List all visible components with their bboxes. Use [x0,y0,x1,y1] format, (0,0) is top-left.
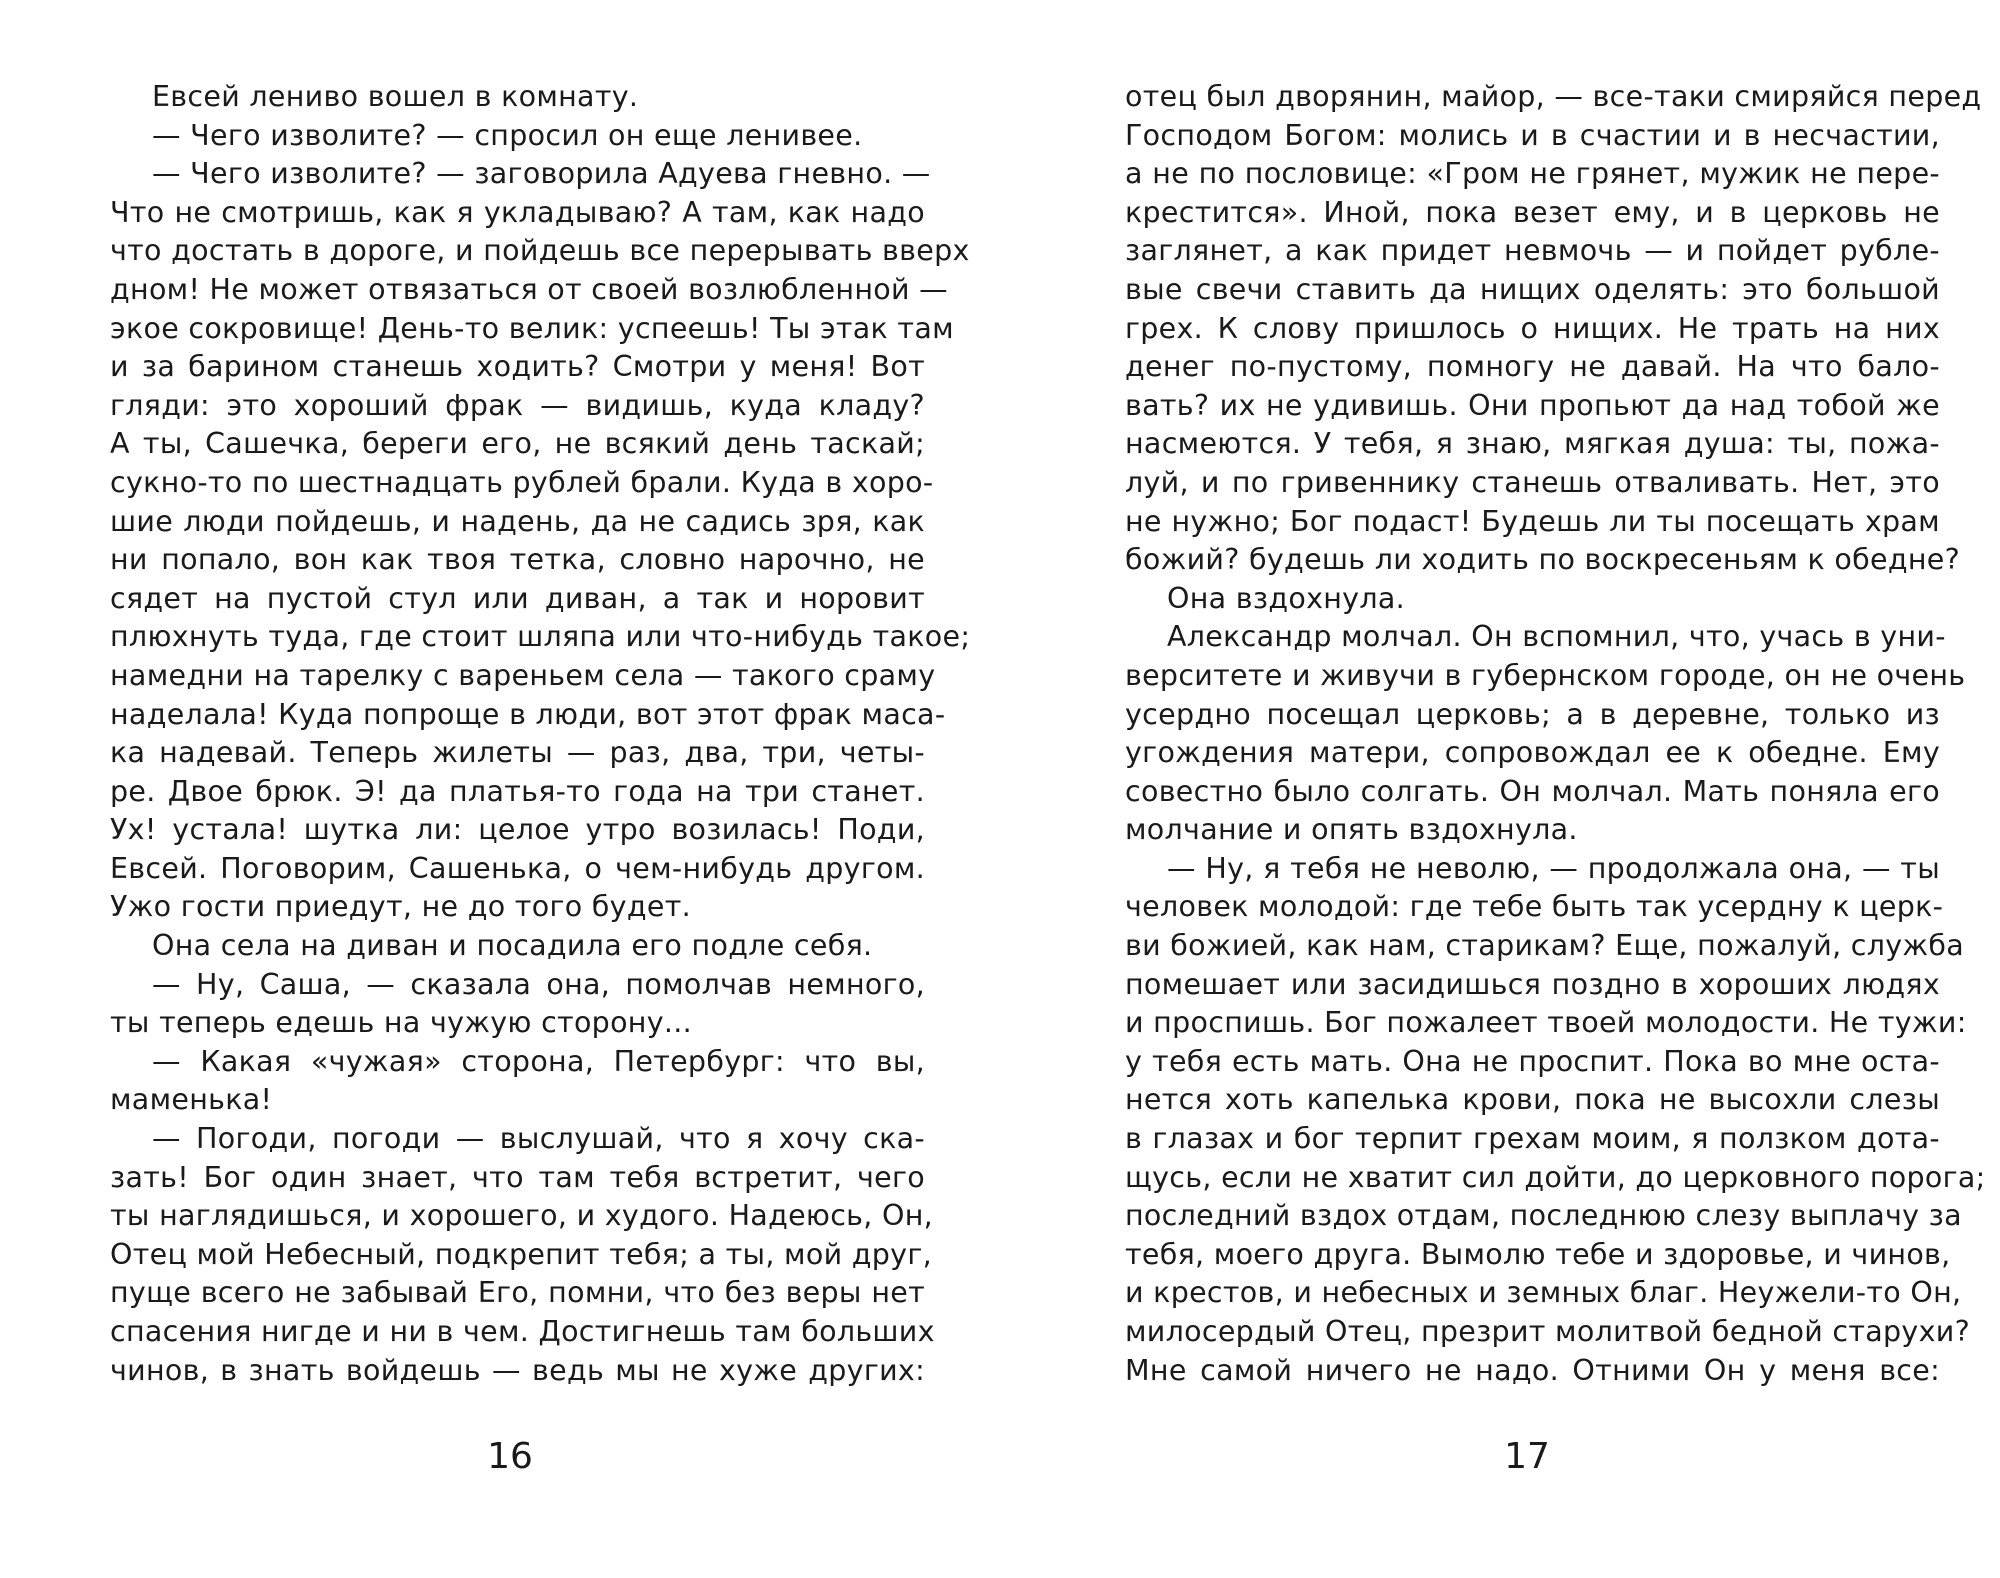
text-line: ви божией, как нам, старикам? Еще, пожалуй, служба [1125,929,1965,963]
text-line: божий? будешь ли ходить по воскресеньям к обедне? [1125,543,1961,577]
text-line: ты теперь едешь на чужую сторону... [110,1006,692,1040]
text-line: в глазах и бог терпит грехам моим, я ползком дота- [1125,1122,1940,1156]
text-line: у тебя есть мать. Она не проспит. Пока во мне оста- [1125,1044,1940,1078]
text-line: ты наглядишься, и хорошего, и худого. Надеюсь, Он, [110,1199,934,1233]
text-line: зать! Бог один знает, что там тебя встретит, чего [110,1160,925,1194]
text-line: что достать в дороге, и пойдешь все перерывать вверх [110,234,970,268]
text-line: не нужно; Бог подаст! Будешь ли ты посещать храм [1125,504,1940,538]
text-line: сядет на пустой стул или диван, а так и норовит [110,581,925,615]
text-line: А ты, Сашечка, береги его, не всякий день таскай; [110,427,925,461]
text-line: спасения нигде и ни в чем. Достигнешь там больших [110,1315,935,1348]
text-line: насмеются. У тебя, я знаю, мягкая душа: ты, пожа- [1125,427,1940,461]
text-line: нется хоть капелька крови, пока не высохли слезы [1125,1083,1940,1117]
text-line: намедни на тарелку с вареньем села — такого сраму [110,658,936,692]
text-line: сукно-то по шестнадцать рублей брали. Куда в хоро- [110,465,934,499]
text-line: маменька! [110,1083,273,1117]
text-line: Мне самой ничего не надо. Отними Он у меня все: [1125,1353,1940,1387]
text-line: — Какая «чужая» сторона, Петербург: что вы, [152,1044,925,1078]
text-line: Ух! устала! шутка ли: целое утро возилась! Поди, [110,813,925,847]
text-line: угождения матери, сопровождал ее к обедне. Ему [1125,736,1940,770]
text-line: наделала! Куда попроще в люди, вот этот фрак маса- [110,697,946,731]
text-line: последний вздох отдам, последнюю слезу выплачу за [1125,1199,1962,1233]
text-line: луй, и по гривеннику станешь отваливать. Нет, это [1125,465,1940,499]
text-line: заглянет, а как придет невмочь — и пойдет рубле- [1125,234,1940,268]
text-line: ре. Двое брюк. Э! да платья-то года на три станет. [110,774,925,808]
text-line: дном! Не может отвязаться от своей возлюбленной — [110,272,948,306]
text-line: — Чего изволите? — спросил он еще ленивее. [152,118,863,152]
text-line: вать? их не удивишь. Они пропьют да над тобой же [1125,388,1940,422]
text-line: а не по пословице: «Гром не грянет, мужик не пере- [1125,157,1940,191]
text-line: пуще всего не забывай Его, помни, что без веры нет [110,1276,925,1310]
right-page-text [1125,78,1986,1390]
text-line: чинов, в знать войдешь — ведь мы не хуже других: [110,1353,925,1387]
text-line: Евсей лениво вошел в комнату. [152,80,639,113]
text-line: тебя, моего друга. Вымолю тебе и здоровье, и чинов, [1125,1237,1951,1271]
text-line: верситете и живучи в губернском городе, он не очень [1125,658,1966,692]
text-line: плюхнуть туда, где стоит шляпа или что-нибудь такое; [110,620,971,654]
text-line: гляди: это хороший фрак — видишь, куда кладу? [110,388,925,422]
text-line: шие люди пойдешь, и надень, да не садись зря, как [110,504,925,538]
text-line: и проспишь. Бог пожалеет твоей молодости. Не тужи: [1125,1006,1967,1040]
text-line: совестно было солгать. Он молчал. Мать поняла его [1125,774,1940,808]
text-line: отец был дворянин, майор, — все-таки смиряйся перед [1125,80,1982,113]
text-line: — Ну, я тебя не неволю, — продолжала она, — ты [1167,851,1940,885]
text-line: человек молодой: где тебе быть так усердну к церк- [1125,890,1944,924]
text-line: экое сокровище! День-то велик: успеешь! Ты этак там [110,311,954,345]
text-line: ка надевай. Теперь жилеты — раз, два, три, четы- [110,736,925,770]
right-page-number: 17 [1504,1436,1550,1477]
text-line: — Погоди, погоди — выслушай, что я хочу ска- [152,1122,925,1156]
text-line: Что не смотришь, как я укладываю? А там, как надо [110,195,925,229]
text-line: Отец мой Небесный, подкрепит тебя; а ты, мой друг, [110,1237,932,1271]
left-page-number: 16 [487,1436,533,1477]
text-line: крестится». Иной, пока везет ему, и в церковь не [1125,195,1940,229]
text-line: усердно посещал церковь; а в деревне, только из [1125,697,1940,731]
left-page-text [110,78,971,1390]
text-line: Господом Богом: молись и в счастии и в несчастии, [1125,118,1940,152]
text-line: — Ну, Саша, — сказала она, помолчав немного, [152,967,925,1001]
text-line: помешает или засидишься поздно в хороших людях [1125,967,1940,1001]
text-line: молчание и опять вздохнула. [1125,813,1578,847]
text-line: Ужо гости приедут, не до того будет. [110,890,691,924]
text-line: милосердый Отец, презрит молитвой бедной старухи? [1125,1315,1970,1348]
text-line: вые свечи ставить да нищих оделять: это большой [1125,272,1940,306]
text-line: денег по-пустому, помногу не давай. На что бало- [1125,350,1940,384]
text-line: щусь, если не хватит сил дойти, до церковного порога; [1125,1160,1986,1194]
text-line: ни попало, вон как твоя тетка, словно нарочно, не [110,543,925,577]
text-line: Она вздохнула. [1167,581,1405,615]
text-line: Евсей. Поговорим, Сашенька, о чем-нибудь другом. [110,851,925,885]
text-line: Александр молчал. Он вспомнил, что, учась в уни- [1167,620,1946,654]
text-line: Она села на диван и посадила его подле себя. [152,929,873,963]
text-line: — Чего изволите? — заговорила Адуева гневно. — [152,157,931,191]
text-line: грех. К слову пришлось о нищих. Не трать на них [1125,311,1940,345]
text-line: и крестов, и небесных и земных благ. Неужели-то Он, [1125,1276,1962,1310]
text-line: и за барином станешь ходить? Смотри у меня! Вот [110,350,925,384]
